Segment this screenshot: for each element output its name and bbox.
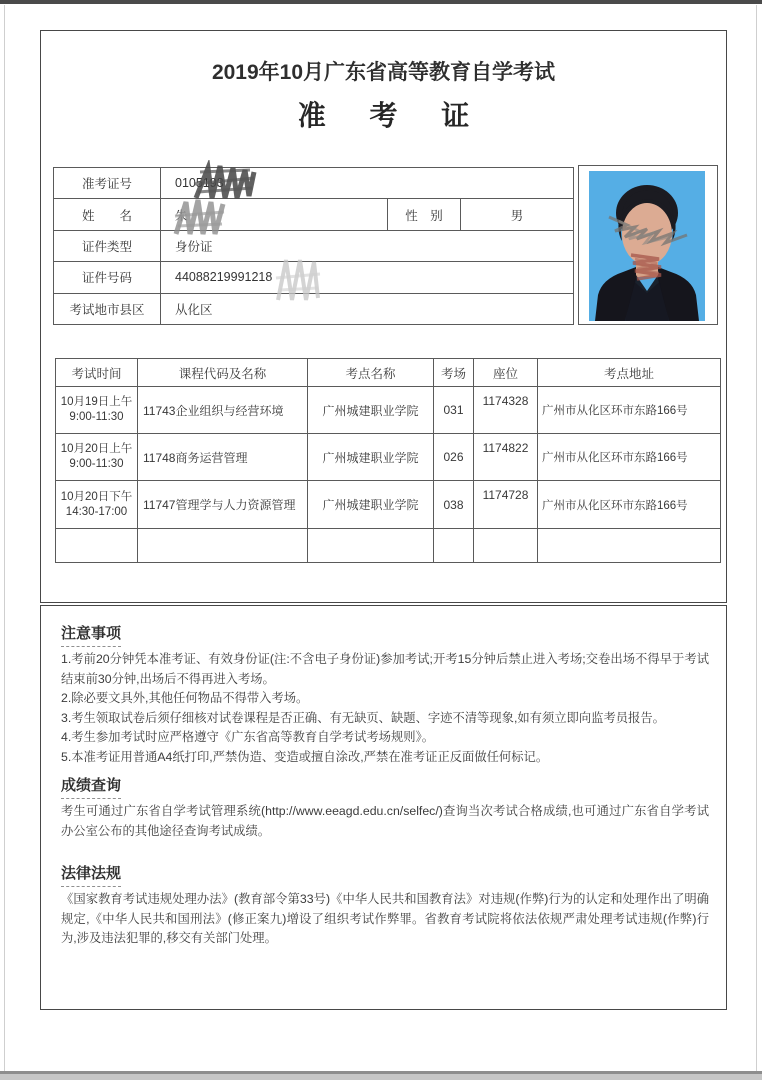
gender-label: 性 别 <box>388 199 461 230</box>
row-id-type <box>54 230 574 261</box>
header-exam-time: 考试时间 <box>56 359 138 387</box>
section-score-query <box>61 774 709 799</box>
exam-time: 10月20日上午 9:00-11:30 <box>56 434 138 481</box>
notice-item: 2.除必要文具外,其他任何物品不得带入考场。 <box>61 691 309 705</box>
venue-address: 广州市从化区环市东路166号 <box>538 387 721 434</box>
venue-name: 广州城建职业学院 <box>308 387 434 434</box>
row-admission-no <box>54 168 574 199</box>
name-value: 朱 <box>161 199 388 230</box>
score-query-heading: 成绩查询 <box>61 774 121 799</box>
notice-heading: 注意事项 <box>61 622 121 647</box>
id-no-value: 44088219991218 <box>161 262 574 293</box>
ticket-title: 准 考 证 <box>297 100 480 131</box>
district-value: 从化区 <box>161 293 574 324</box>
notes-box <box>40 605 727 1010</box>
exam-title: 2019年10月广东省高等教育自学考试 <box>211 61 556 84</box>
personal-info-table <box>53 167 574 325</box>
schedule-row <box>56 387 721 434</box>
header-course: 课程代码及名称 <box>138 359 308 387</box>
gender-value: 男 <box>461 199 574 230</box>
schedule-empty-row <box>56 529 721 563</box>
screenshot-right-edge <box>756 5 757 1071</box>
admission-no-label: 准考证号 <box>54 168 161 199</box>
room-number: 026 <box>434 434 474 481</box>
id-type-value: 身份证 <box>161 230 574 261</box>
laws-body: 《国家教育考试违规处理办法》(教育部令第33号)《中华人民共和国教育法》对违规(作弊)行为的认定和处理作出了明确规定,《中华人民共和国刑法》(修正案九)增设了组织考试作弊罪。省教育考试院将依法依规严肃处理考试违规(作弊)行为,涉及违法犯罪的,移交有关部门处理。 <box>61 892 709 945</box>
row-district <box>54 293 574 324</box>
section-notice <box>61 622 709 647</box>
screenshot-left-edge <box>4 5 5 1071</box>
notice-list <box>61 650 709 767</box>
photo-box <box>578 165 718 325</box>
candidate-photo-icon <box>589 171 705 321</box>
row-name-gender <box>54 199 574 230</box>
notice-item: 4.考生参加考试时应严格遵守《广东省高等教育自学考试考场规则》。 <box>61 730 435 744</box>
id-type-label: 证件类型 <box>54 230 161 261</box>
venue-address: 广州市从化区环市东路166号 <box>538 481 721 529</box>
venue-name: 广州城建职业学院 <box>308 434 434 481</box>
score-query-body: 考生可通过广东省自学考试管理系统(http://www.eeagd.edu.cn/selfec/)查询当次考试合格成绩,也可通过广东省自学考试办公室公布的其他途径查询考试成绩。 <box>61 804 709 838</box>
district-label: 考试地市县区 <box>54 293 161 324</box>
exam-schedule-table <box>55 358 721 563</box>
venue-name: 广州城建职业学院 <box>308 481 434 529</box>
exam-time: 10月20日下午 14:30-17:00 <box>56 481 138 529</box>
admission-no-value: 0105193 <box>161 168 574 199</box>
seat-number: 1174822 <box>474 434 538 481</box>
seat-number: 1174728 <box>474 481 538 529</box>
header-address: 考点地址 <box>538 359 721 387</box>
schedule-row <box>56 434 721 481</box>
notice-item: 5.本准考证用普通A4纸打印,严禁伪造、变造或擅自涂改,严禁在准考证正反面做任何标记。 <box>61 749 549 764</box>
header-seat: 座位 <box>474 359 538 387</box>
header-venue: 考点名称 <box>308 359 434 387</box>
id-no-label: 证件号码 <box>54 262 161 293</box>
schedule-row <box>56 481 721 529</box>
laws-heading: 法律法规 <box>61 862 121 887</box>
notice-item: 1.考前20分钟凭本准考证、有效身份证(注:不含电子身份证)参加考试;开考15分钟后禁止进入考场;交卷出场不得早于考试结束前30分钟,出场后不得再进入考场。 <box>61 652 709 686</box>
screenshot-bottom-edge <box>0 1071 762 1080</box>
name-label: 姓 名 <box>54 199 161 230</box>
header-room: 考场 <box>434 359 474 387</box>
schedule-header-row <box>56 359 721 387</box>
row-id-no <box>54 262 574 293</box>
section-laws <box>61 862 709 887</box>
notice-item: 3.考生领取试卷后须仔细核对试卷课程是否正确、有无缺页、缺题、字迹不清等现象,如有须立即向监考员报告。 <box>61 710 665 725</box>
room-number: 038 <box>434 481 474 529</box>
seat-number: 1174328 <box>474 387 538 434</box>
screenshot-top-edge <box>0 0 762 4</box>
exam-time: 10月19日上午 9:00-11:30 <box>56 387 138 434</box>
course-name: 11748商务运营管理 <box>138 434 308 481</box>
room-number: 031 <box>434 387 474 434</box>
course-name: 11747管理学与人力资源管理 <box>138 481 308 529</box>
course-name: 11743企业组织与经营环境 <box>138 387 308 434</box>
venue-address: 广州市从化区环市东路166号 <box>538 434 721 481</box>
